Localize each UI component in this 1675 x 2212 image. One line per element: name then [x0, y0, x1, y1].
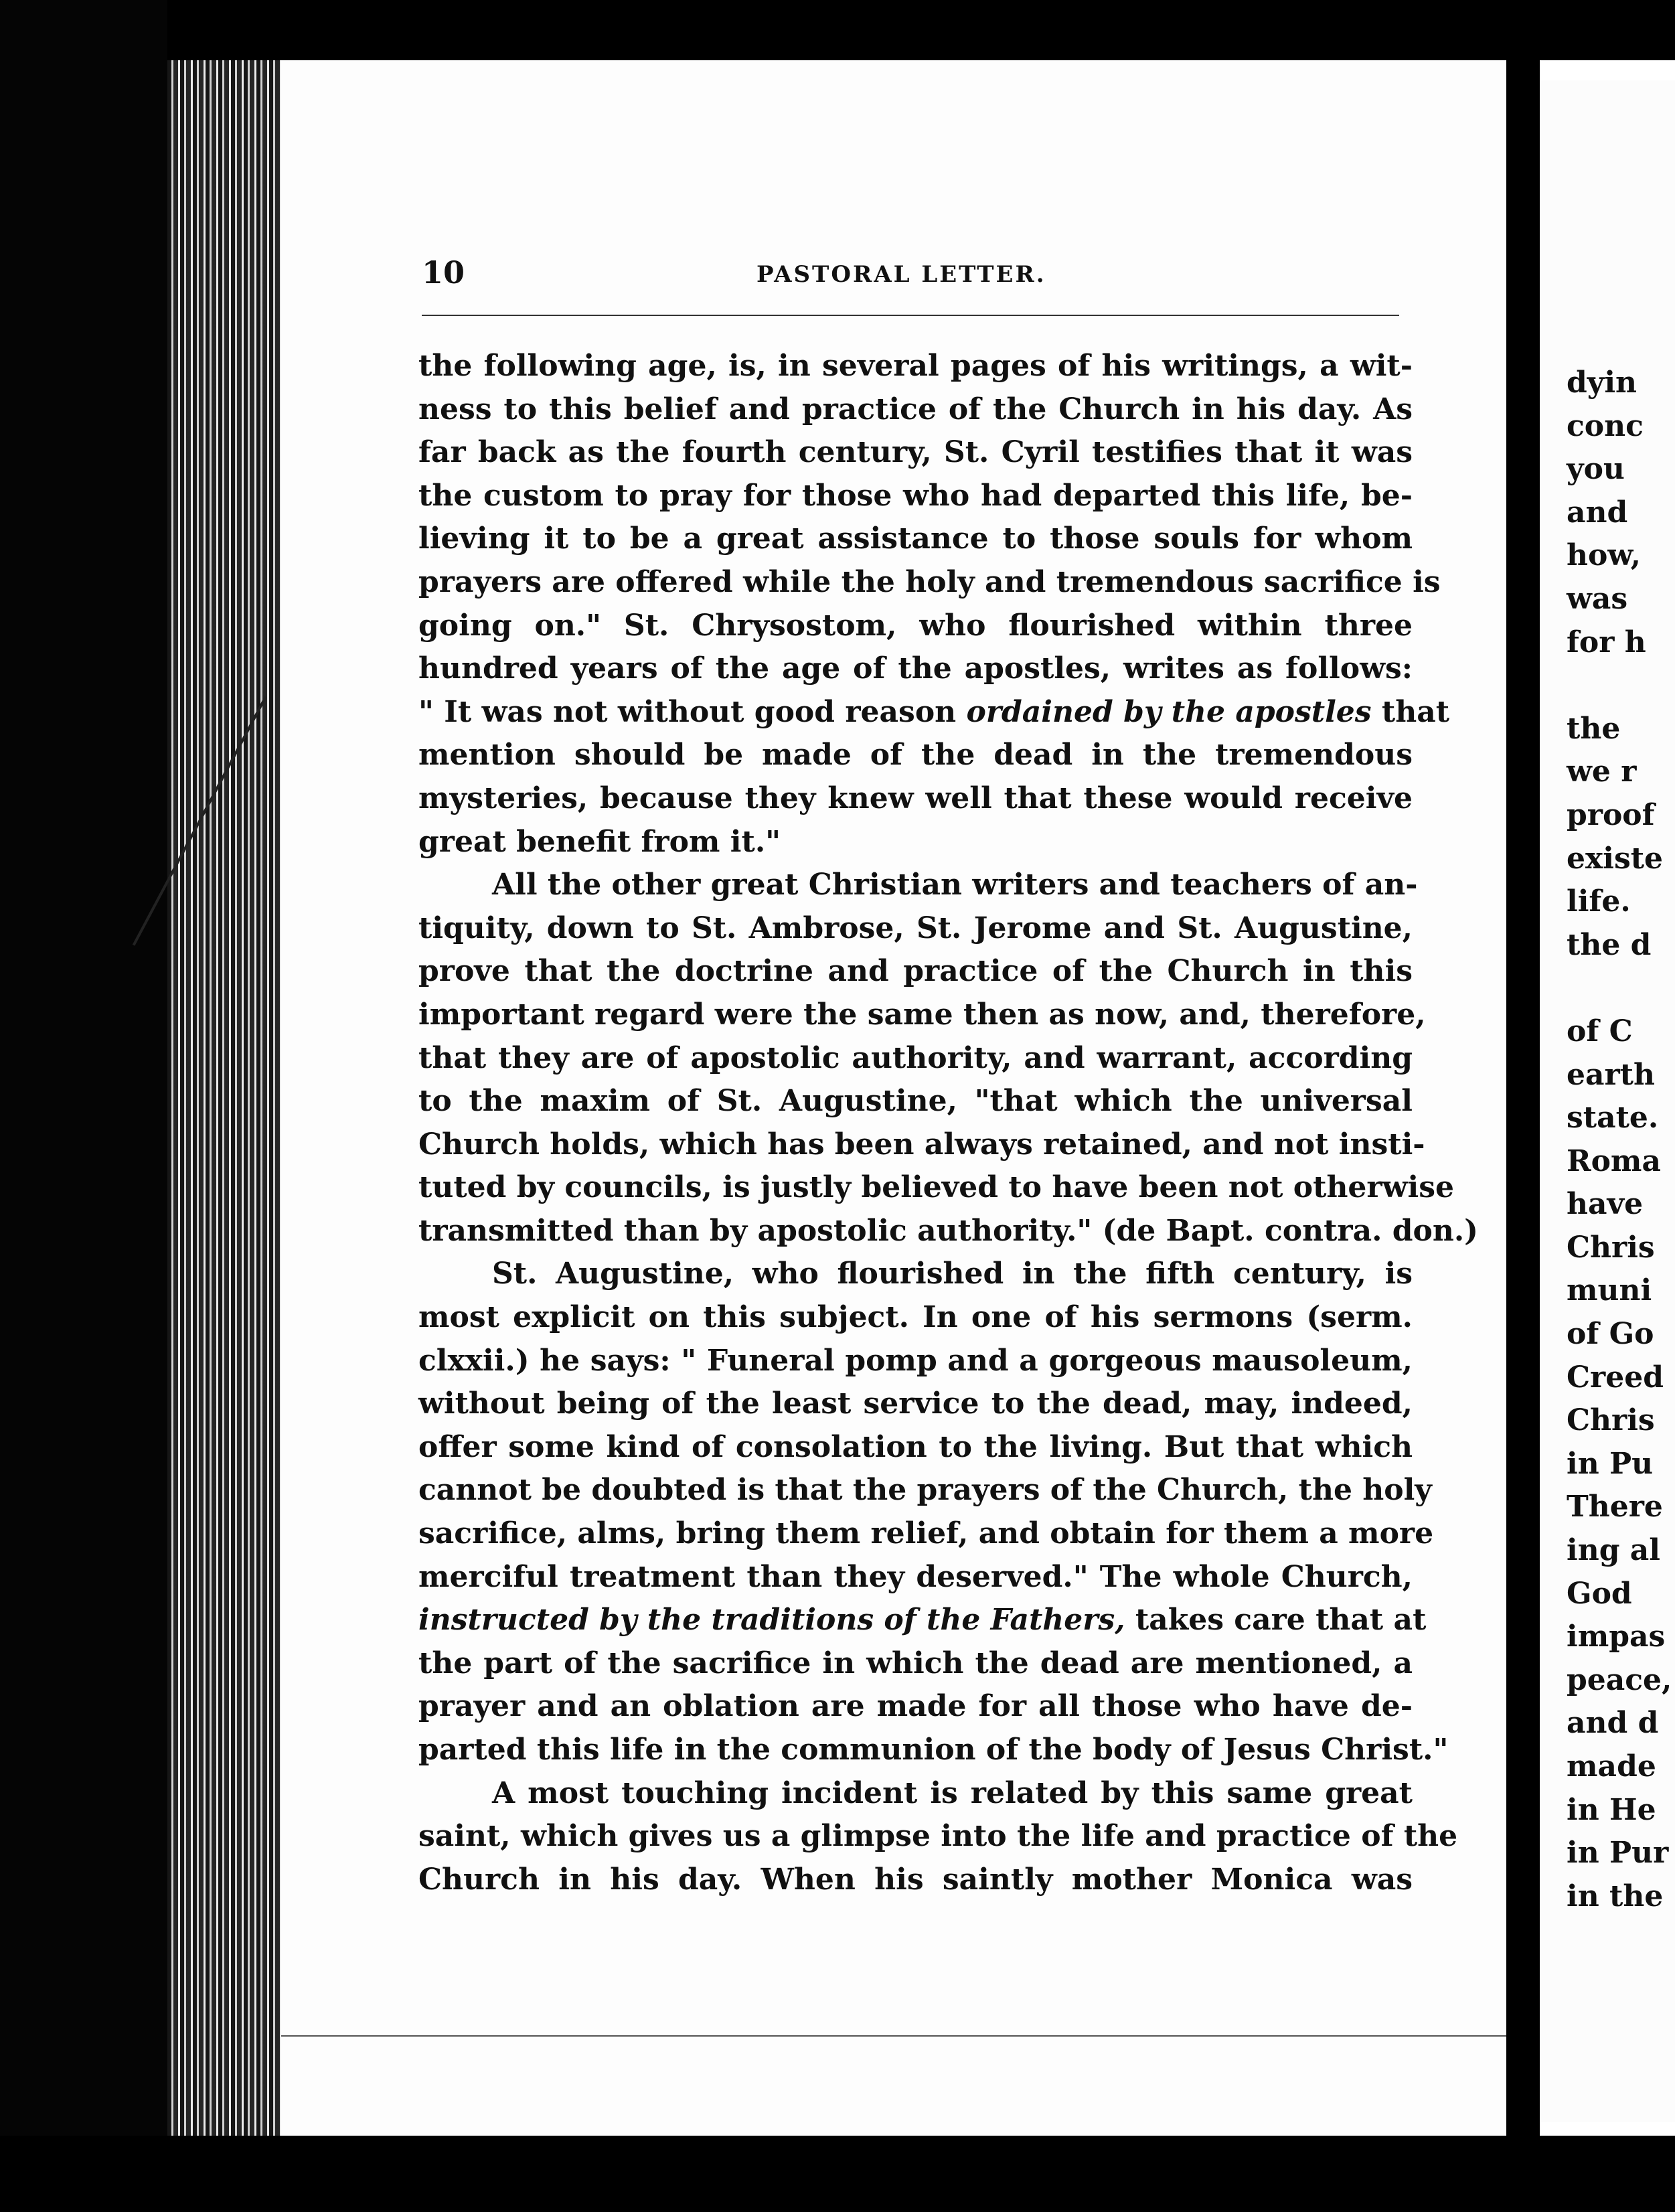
facing-line	[1567, 664, 1674, 708]
text-line: St. Augustine, who flourished in the fifth century, is	[492, 1257, 1413, 1291]
text-fragment: that	[1371, 694, 1450, 729]
header-rule	[422, 315, 1399, 316]
text-line: Church in his day. When his saintly mother Monica was	[418, 1862, 1413, 1897]
bottom-rule	[281, 2035, 1506, 2037]
facing-line: Creed	[1567, 1360, 1664, 1395]
text-line: ness to this belief and practice of the Church in his day. As	[418, 392, 1413, 426]
facing-line: in Pur	[1567, 1836, 1669, 1871]
facing-line: the d	[1567, 927, 1652, 962]
text-line: great benefit from it."	[418, 824, 781, 859]
facing-line: proof	[1567, 797, 1655, 832]
book-gutter	[1506, 0, 1540, 2212]
facing-page-text	[1567, 362, 1674, 1918]
facing-line: There	[1567, 1490, 1663, 1524]
facing-line: in the	[1567, 1879, 1664, 1913]
facing-line: and d	[1567, 1706, 1659, 1741]
facing-line: in Pu	[1567, 1446, 1654, 1481]
text-line: hundred years of the age of the apostles, writes as follows:	[418, 651, 1413, 686]
text-line: prayers are offered while the holy and tremendous sacrifice is	[418, 564, 1441, 599]
facing-line: conc	[1567, 408, 1644, 443]
facing-line: God	[1567, 1576, 1632, 1611]
text-line: offer some kind of consolation to the living. But that which	[418, 1429, 1413, 1464]
facing-line: Chris	[1567, 1230, 1655, 1265]
text-line: tiquity, down to St. Ambrose, St. Jerome and St. Augustine,	[418, 911, 1413, 945]
facing-line: how,	[1567, 538, 1641, 573]
text-line: transmitted than by apostolic authority." (de Bapt. contra. don.)	[418, 1213, 1478, 1248]
page-number: 10	[422, 254, 465, 291]
text-line: most explicit on this subject. In one of his sermons (serm.	[418, 1300, 1413, 1335]
body-text	[418, 345, 1478, 1901]
book-edge-dark	[0, 0, 167, 2212]
text-line: prove that the doctrine and practice of the Church in this	[418, 954, 1413, 989]
facing-line: the	[1567, 711, 1621, 746]
text-line: A most touching incident is related by this same great	[492, 1775, 1413, 1810]
scan-border-top	[167, 0, 1675, 60]
text-line: to the maxim of St. Augustine, "that which the universal	[418, 1084, 1413, 1119]
text-line: going on." St. Chrysostom, who flourished within three	[418, 608, 1413, 643]
facing-line: made	[1567, 1749, 1656, 1784]
text-line: mention should be made of the dead in the tremendous	[418, 738, 1413, 773]
facing-line: Chris	[1567, 1403, 1655, 1438]
page-header	[422, 254, 1399, 295]
facing-line: existe	[1567, 841, 1664, 876]
text-line: the custom to pray for those who had departed this life, be-	[418, 478, 1413, 513]
text-line: tuted by councils, is justly believed to have been not otherwise	[418, 1170, 1454, 1205]
text-line: clxxii.) he says: " Funeral pomp and a gorgeous mausoleum,	[418, 1343, 1413, 1378]
text-line: without being of the least service to the dead, may, indeed,	[418, 1387, 1413, 1421]
facing-line: have	[1567, 1187, 1644, 1222]
facing-line: was	[1567, 581, 1628, 616]
facing-line: in He	[1567, 1792, 1656, 1827]
text-line: important regard were the same then as now, and, therefore,	[418, 997, 1426, 1032]
text-fragment: takes care that at	[1135, 1603, 1427, 1638]
text-line	[418, 1599, 1427, 1642]
italic-fragment: instructed by the traditions of the Fathers,	[418, 1603, 1125, 1638]
text-line: merciful treatment than they deserved." The whole Church,	[418, 1559, 1413, 1594]
text-line: far back as the fourth century, St. Cyril testifies that it was	[418, 435, 1413, 470]
text-line: All the other great Christian writers and teachers of an-	[492, 868, 1418, 902]
facing-line: life.	[1567, 884, 1631, 919]
running-head: PASTORAL LETTER.	[756, 261, 1046, 288]
text-line: lieving it to be a great assistance to those souls for whom	[418, 522, 1413, 556]
page-edges	[167, 60, 281, 2136]
facing-line	[1567, 967, 1674, 1010]
facing-line: Roma	[1567, 1143, 1661, 1178]
text-line: prayer and an oblation are made for all those who have de-	[418, 1689, 1413, 1724]
facing-line: dyin	[1567, 366, 1638, 400]
text-line: the part of the sacrifice in which the dead are mentioned, a	[418, 1646, 1413, 1680]
text-line: saint, which gives us a glimpse into the life and practice of the	[418, 1819, 1458, 1854]
facing-line: of C	[1567, 1014, 1633, 1048]
facing-line: we r	[1567, 755, 1637, 789]
facing-line: muni	[1567, 1273, 1652, 1308]
italic-fragment: ordained by the apostles	[966, 694, 1372, 729]
facing-line: for h	[1567, 625, 1646, 659]
text-line: that they are of apostolic authority, and warrant, according	[418, 1040, 1413, 1075]
facing-line: ing al	[1567, 1533, 1661, 1568]
text-line: cannot be doubted is that the prayers of the Church, the holy	[418, 1473, 1432, 1508]
facing-line: impas	[1567, 1620, 1666, 1654]
facing-line: earth	[1567, 1057, 1655, 1092]
facing-line: state.	[1567, 1101, 1659, 1135]
text-line: Church holds, which has been always retained, and not insti-	[418, 1127, 1425, 1162]
text-line: sacrifice, alms, bring them relief, and obtain for them a more	[418, 1516, 1434, 1551]
facing-line: you	[1567, 452, 1625, 487]
text-fragment: " It was not without good reason	[418, 694, 957, 729]
scan-border-bottom	[0, 2136, 1675, 2212]
text-line: the following age, is, in several pages of his writings, a wit-	[418, 349, 1413, 383]
facing-line: of Go	[1567, 1317, 1654, 1352]
text-line: mysteries, because they knew well that these would receive	[418, 781, 1413, 815]
text-line	[418, 691, 1450, 734]
facing-line: peace,	[1567, 1662, 1672, 1697]
facing-line: and	[1567, 495, 1628, 530]
text-line: parted this life in the communion of the body of Jesus Christ."	[418, 1733, 1449, 1767]
